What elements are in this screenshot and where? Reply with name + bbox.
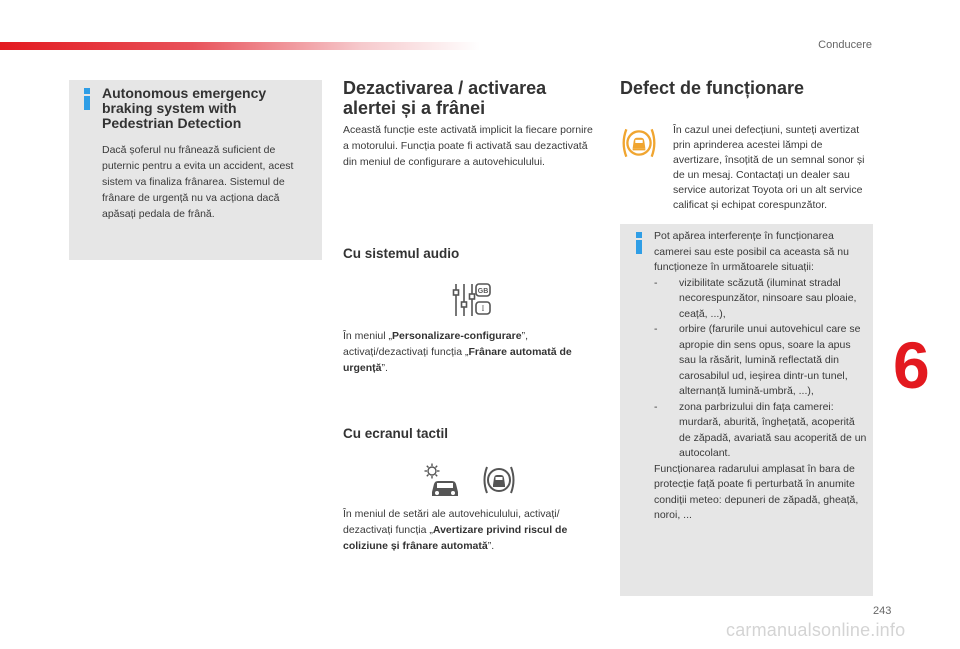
interference-body [654,229,868,524]
collision-alert-icon [481,463,517,497]
touchscreen-text: În meniul de setări ale autovehiculului, activați/ dezactivați funcția „Avertizare privind riscul de coliziune și frânare automată”. [343,508,568,552]
interference-info-box [620,224,873,596]
aeb-text: Dacă șoferul nu frânează suficient de puternic pentru a evita un accident, acest sistem va finaliza frânarea. Sistemul de frânare de urgență nu va acționa dacă apăsați pedala de frână. [102,144,294,220]
deactivation-heading: Dezactivarea / activarea alertei și a frânei [343,78,547,118]
i-label: I [481,304,485,313]
watermark: carmanualsonline.info [726,620,906,640]
audio-function-name: Frânare automată de urgență [343,346,572,374]
fault-text: În cazul unei defecțiuni, sunteți avertizat prin aprinderea acestei lămpi de avertizare, însoțită de un semnal sonor și de un mesaj. Contactați un dealer sau service autorizat Toyota ori un alt service calificat și echipat corespunzător. [673,124,865,211]
list-item: - zona parbrizului din fața camerei: murdară, aburită, înghețată, acoperită de zăpadă, avariată sau acoperită de un autocolant. [654,400,867,459]
header-accent-bar [0,42,480,50]
collision-alert-orange-icon [620,125,658,161]
audio-menu-name: Personalizare-configurare [392,330,522,342]
interference-outro: Funcționarea radarului amplasat în bara de protecție față poate fi perturbată în anumite condiții meteo: depuneri de zăpadă, gheață, noroi, ... [654,462,859,521]
deactivation-text: Această funcție este activată implicit la fiecare pornire a motorului. Funcția poate fi activată sau dezactivată din meniul de configurare a autovehiculului. [343,124,593,168]
audio-heading: Cu sistemul audio [343,246,460,261]
info-icon [81,88,93,110]
interference-intro: Pot apărea interferențe în funcționarea camerei sau este posibil ca aceasta să nu funcționeze în următoarele situații: [654,230,849,273]
chapter-number: 6 [893,328,930,402]
aeb-info-box [69,80,322,260]
aeb-title: Autonomous emergency braking system with Pedestrian Detection [102,85,267,131]
page-number: 243 [873,605,892,617]
info-icon [633,232,645,254]
gear-car-icon [422,462,462,498]
list-item: - vizibilitate scăzută (iluminat stradal necorespunzător, ninsoare sau ploaie, ceață, ...), [654,276,857,320]
settings-gb-icon [452,282,492,318]
list-item: - orbire (farurile unui autovehicul care se apropie din sens opus, soare la apus sau la răsărit, lumină reflectată din carosabilul ud, ieșirea dintr-un tunel, alternanță lumină-umbră, ...), [654,323,861,397]
audio-text: În meniul „Personalizare-configurare”, activați/dezactivați funcția „Frânare automată de urgență”. [343,330,572,374]
touchscreen-function-name: Avertizare privind riscul de coliziune și frânare automată [343,524,568,552]
section-title: Conducere [818,39,872,51]
touchscreen-heading: Cu ecranul tactil [343,426,449,441]
fault-heading: Defect de funcționare [620,78,805,98]
gb-label: GB [477,288,489,295]
